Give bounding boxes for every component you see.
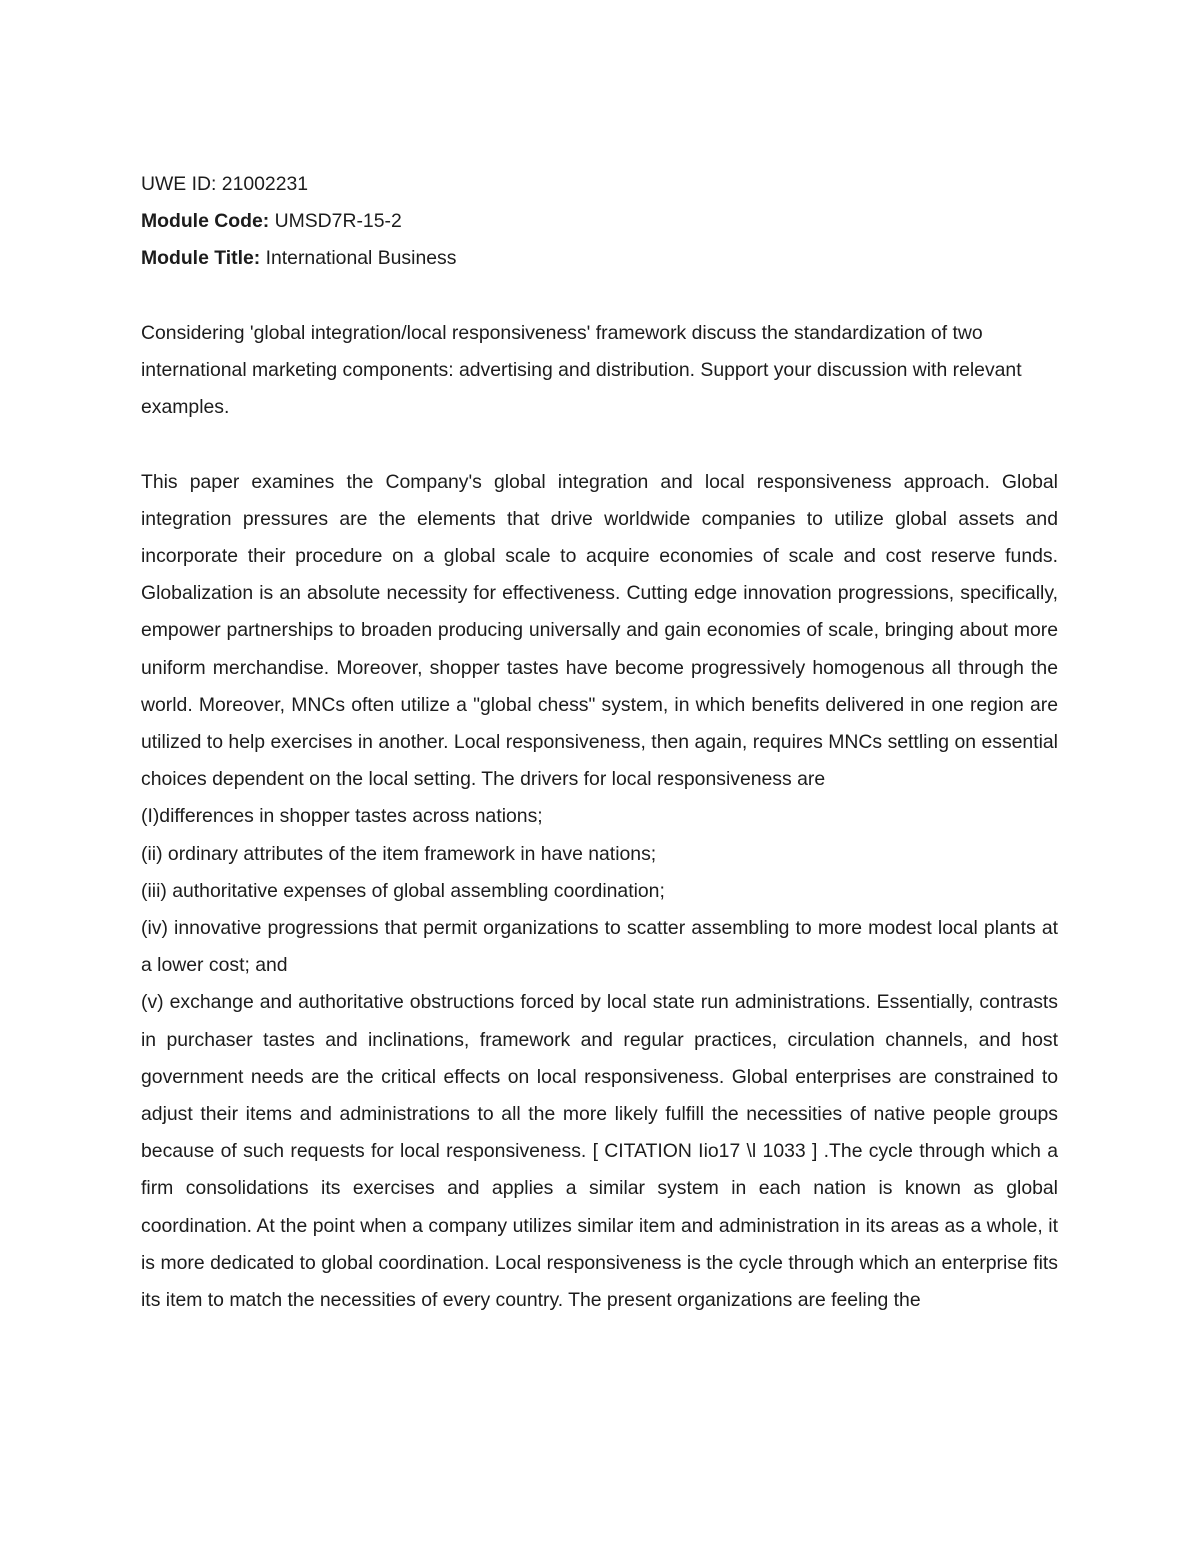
list-item: (I)differences in shopper tastes across nations; [141,805,543,828]
list-item: (v) exchange and authoritative obstructions forced by local state run administrations. Essentially, contrasts in purchaser tastes and inclinations, framework and regular practices, circulation channels, and host government needs are the critical effects on local responsiveness. Global enterprises are constrained to adjust their items and administrations to all the more likely fulfill the necessities of native people groups because of such requests for local responsiveness. [ CITATION Iio17 \l 1033 ] .The cycle through which a firm consolidations its exercises and applies a similar system in each nation is known as global coordination. At the point when a company utilizes similar item and administration in its areas as a whole, it is more dedicated to global coordination. Local responsiveness is the cycle through which an enterprise fits its item to match the necessities of every country. The present organizations are feeling the [141,991,1058,1312]
body-paragraph: This paper examines the Company's global integration and local responsiveness approach. Global integration pressures are the elements that drive worldwide companies to utilize global assets and incorporate their procedure on a global scale to acquire economies of scale and cost reserve funds. Globalization is an absolute necessity for effectiveness. Cutting edge innovation progressions, specifically, empower partnerships to broaden producing universally and gain economies of scale, bringing about more uniform merchandise. Moreover, shopper tastes have become progressively homogenous all through the world. Moreover, MNCs often utilize a "global chess" system, in which benefits delivered in one region are utilized to help exercises in another. Local responsiveness, then again, requires MNCs settling on essential choices dependent on the local setting. The drivers for local responsiveness are [141,470,1058,791]
list-item: (ii) ordinary attributes of the item framework in have nations; [141,842,657,865]
assignment-question: Considering 'global integration/local responsiveness' framework discuss the standardization of two international marketing components: advertising and distribution. Support your discussion with relevant examples. [141,321,1022,419]
module-code [141,203,1058,240]
list-item: (iii) authoritative expenses of global assembling coordination; [141,879,665,902]
spacer [141,426,1058,463]
uwe-id: UWE ID: 21002231 [141,173,309,195]
module-title-value: International Business [260,247,457,270]
spacer [141,278,1058,315]
document-page [141,166,1058,1319]
module-code-label: Module Code: [141,210,270,233]
list-item: (iv) innovative progressions that permit organizations to scatter assembling to more modest local plants at a lower cost; and [141,917,1058,977]
module-code-value: UMSD7R-15-2 [269,210,402,233]
module-title-label: Module Title: [141,247,261,270]
module-title [141,240,1058,277]
